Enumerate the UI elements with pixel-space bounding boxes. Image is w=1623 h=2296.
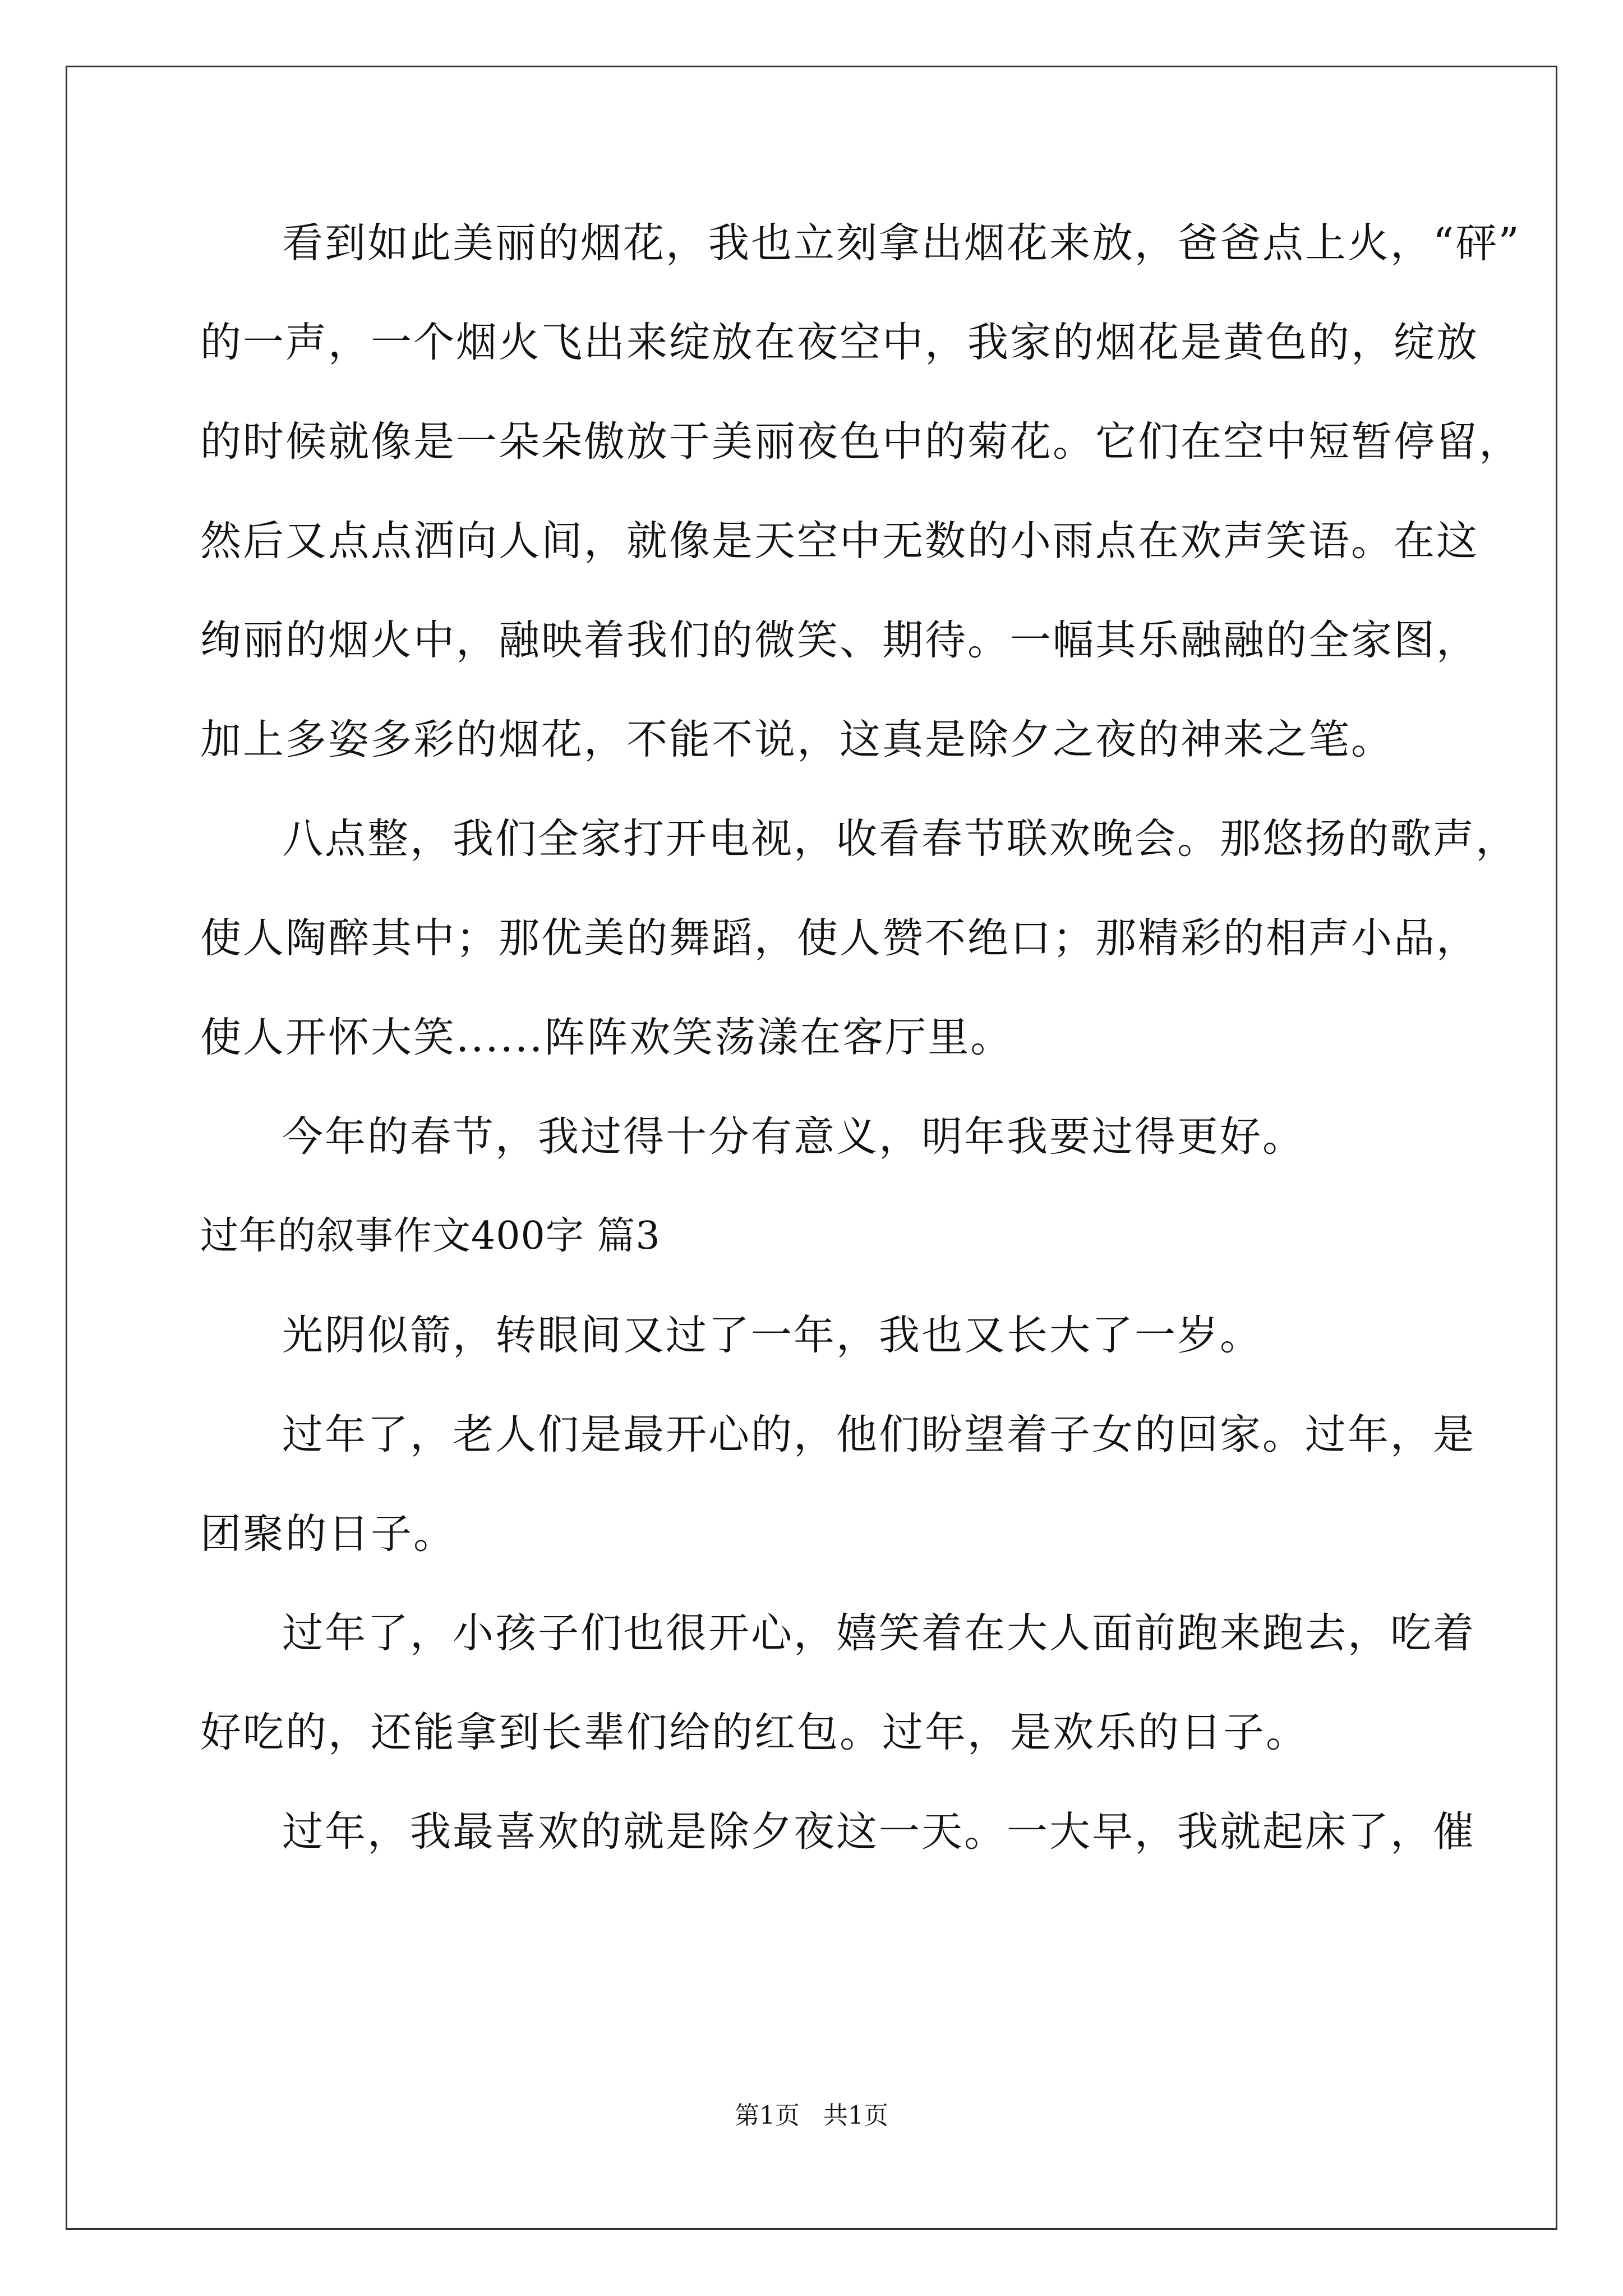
text-line: 加上多姿多彩的烟花，不能不说，这真是除夕之夜的神来之笔。	[200, 716, 1394, 763]
text-line: 使人陶醉其中；那优美的舞蹈，使人赞不绝口；那精彩的相声小品，	[200, 914, 1479, 962]
document-body	[200, 194, 1521, 1881]
text-line: 的时候就像是一朵朵傲放于美丽夜色中的菊花。它们在空中短暂停留，	[200, 418, 1521, 466]
text-line: 使人开怀大笑......阵阵欢笑荡漾在客厅里。	[200, 1014, 1013, 1061]
text-line: 光阴似箭，转眼间又过了一年，我也又长大了一岁。	[282, 1312, 1262, 1359]
text-line: 过年了，小孩子们也很开心，嬉笑着在大人面前跑来跑去，吃着	[282, 1609, 1476, 1657]
text-line: 的一声，一个烟火飞出来绽放在夜空中，我家的烟花是黄色的，绽放	[200, 319, 1479, 366]
text-line: 八点整，我们全家打开电视，收看春节联欢晚会。那悠扬的歌声，	[282, 815, 1518, 863]
page-footer: 第1页 共1页	[735, 2101, 888, 2130]
text-line: 好吃的，还能拿到长辈们给的红包。过年，是欢乐的日子。	[200, 1709, 1308, 1756]
text-line: 看到如此美丽的烟花，我也立刻拿出烟花来放，爸爸点上火，“砰”	[282, 219, 1521, 267]
text-line: 团聚的日子。	[200, 1510, 456, 1558]
text-line: 过年，我最喜欢的就是除夕夜这一天。一大早，我就起床了，催	[282, 1808, 1476, 1856]
text-line: 今年的春节，我过得十分有意义，明年我要过得更好。	[282, 1113, 1305, 1161]
text-line: 绚丽的烟火中，融映着我们的微笑、期待。一幅其乐融融的全家图，	[200, 616, 1479, 664]
text-line: 过年了，老人们是最开心的，他们盼望着子女的回家。过年，是	[282, 1411, 1476, 1458]
section-heading: 过年的叙事作文400字 篇3	[200, 1214, 661, 1258]
text-line: 然后又点点洒向人间，就像是天空中无数的小雨点在欢声笑语。在这	[200, 517, 1479, 565]
